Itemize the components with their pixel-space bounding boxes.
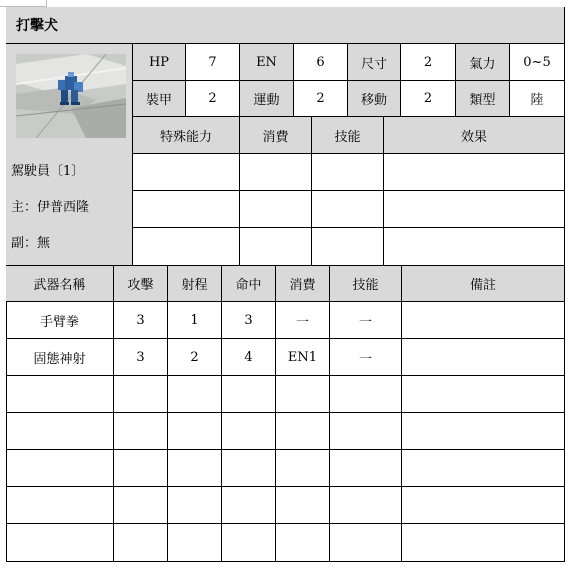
weapon-name-cell <box>6 450 114 487</box>
weapon-name-cell <box>6 487 114 524</box>
ability-cell <box>133 154 240 191</box>
weapon-attack-cell <box>114 450 168 487</box>
weapon-notes-cell <box>402 339 565 376</box>
weapon-cost-cell <box>276 450 330 487</box>
weapon-attack-cell: 3 <box>114 339 168 376</box>
weapon-range-cell <box>168 413 222 450</box>
stat-label-en: EN <box>240 44 294 81</box>
weapon-cost-cell <box>276 487 330 524</box>
weapon-range-header: 射程 <box>168 266 222 302</box>
weapon-notes-cell <box>402 487 565 524</box>
weapon-notes-cell <box>402 302 565 339</box>
pilot-main: 主：伊普西隆 <box>11 200 90 215</box>
ability-cell <box>384 228 565 266</box>
stat-label-type: 類型 <box>456 81 510 117</box>
page-corner-mark <box>0 0 47 7</box>
weapon-name-cell <box>6 376 114 413</box>
weapon-accuracy-cell <box>222 487 276 524</box>
weapon-accuracy-cell: 4 <box>222 339 276 376</box>
weapon-name-cell: 手臂拳 <box>6 302 114 339</box>
weapon-name-cell <box>6 524 114 562</box>
ability-header-name: 特殊能力 <box>133 117 240 154</box>
weapon-cost-cell <box>276 413 330 450</box>
pilot-sub: 副：無 <box>11 236 51 251</box>
weapon-range-cell: 1 <box>168 302 222 339</box>
ability-cell <box>240 191 312 228</box>
weapon-accuracy-cell <box>222 524 276 562</box>
stat-label-mobility: 運動 <box>240 81 294 117</box>
weapon-attack-cell <box>114 487 168 524</box>
weapon-attack-cell: 3 <box>114 302 168 339</box>
stat-label-armor: 裝甲 <box>133 81 186 117</box>
ability-cell <box>240 154 312 191</box>
unit-title: 打擊犬 <box>6 7 565 44</box>
weapon-attack-cell <box>114 524 168 562</box>
weapon-notes-cell <box>402 524 565 562</box>
stat-value-en: 6 <box>294 44 348 81</box>
weapon-attack-cell <box>114 376 168 413</box>
stat-value-hp: 7 <box>186 44 240 81</box>
weapon-range-cell <box>168 487 222 524</box>
stat-label-morale: 氣力 <box>456 44 510 81</box>
stat-label-hp: HP <box>133 44 186 81</box>
weapon-cost-cell: EN1 <box>276 339 330 376</box>
weapon-cost-header: 消費 <box>276 266 330 302</box>
ability-header-skill: 技能 <box>312 117 384 154</box>
weapon-skill-cell <box>330 524 402 562</box>
weapon-skill-cell <box>330 413 402 450</box>
stat-value-type: 陸 <box>510 81 565 117</box>
ability-header-effect: 效果 <box>384 117 565 154</box>
weapon-skill-cell <box>330 376 402 413</box>
weapon-range-cell <box>168 450 222 487</box>
stat-value-mobility: 2 <box>294 81 348 117</box>
weapon-accuracy-cell <box>222 413 276 450</box>
pilot-count: 駕駛員〔1〕 <box>11 164 85 179</box>
weapon-skill-cell <box>330 450 402 487</box>
stat-label-move: 移動 <box>348 81 401 117</box>
weapon-cost-cell: 一 <box>276 302 330 339</box>
ability-header-cost: 消費 <box>240 117 312 154</box>
weapon-accuracy-cell: 3 <box>222 302 276 339</box>
weapon-cost-cell <box>276 524 330 562</box>
weapon-notes-header: 備註 <box>402 266 565 302</box>
stat-value-morale: 0~5 <box>510 44 565 81</box>
weapon-notes-cell <box>402 376 565 413</box>
weapon-accuracy-cell <box>222 450 276 487</box>
weapon-range-cell <box>168 524 222 562</box>
weapon-notes-cell <box>402 413 565 450</box>
weapon-skill-header: 技能 <box>330 266 402 302</box>
stat-value-size: 2 <box>401 44 456 81</box>
ability-cell <box>133 228 240 266</box>
stat-label-size: 尺寸 <box>348 44 401 81</box>
weapon-cost-cell <box>276 376 330 413</box>
weapon-notes-cell <box>402 450 565 487</box>
weapon-name-cell <box>6 413 114 450</box>
weapon-attack-cell <box>114 413 168 450</box>
weapon-range-cell <box>168 376 222 413</box>
weapon-skill-cell: 一 <box>330 339 402 376</box>
ability-cell <box>312 154 384 191</box>
weapon-range-cell: 2 <box>168 339 222 376</box>
stat-value-armor: 2 <box>186 81 240 117</box>
ability-cell <box>384 191 565 228</box>
weapon-name-cell: 固態神射 <box>6 339 114 376</box>
unit-image <box>16 54 126 138</box>
ability-cell <box>133 191 240 228</box>
weapon-attack-header: 攻擊 <box>114 266 168 302</box>
weapon-skill-cell: 一 <box>330 302 402 339</box>
weapon-skill-cell <box>330 487 402 524</box>
weapon-accuracy-header: 命中 <box>222 266 276 302</box>
stat-value-move: 2 <box>401 81 456 117</box>
ability-cell <box>384 154 565 191</box>
ability-cell <box>240 228 312 266</box>
ability-cell <box>312 228 384 266</box>
ability-cell <box>312 191 384 228</box>
weapon-name-header: 武器名稱 <box>6 266 114 302</box>
weapon-accuracy-cell <box>222 376 276 413</box>
